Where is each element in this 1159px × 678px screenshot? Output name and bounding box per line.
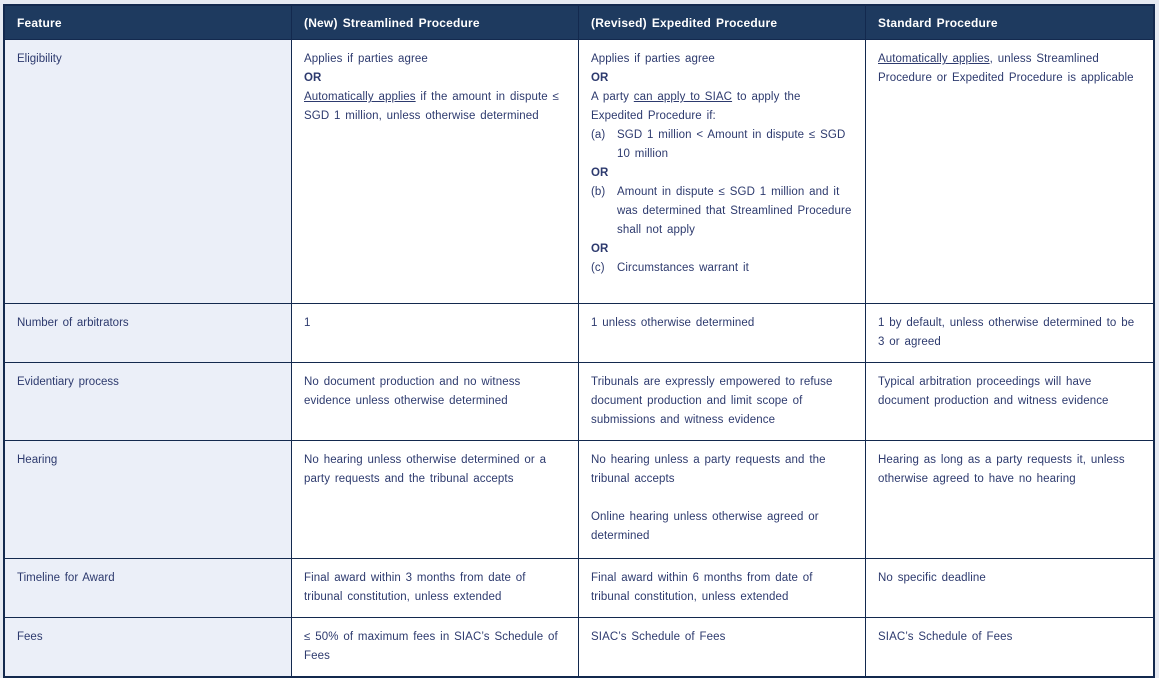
hearing-standard-procedure-cell [865, 441, 1153, 558]
column-header-feature: Feature [17, 15, 62, 30]
paragraph [878, 373, 1141, 411]
text-segment: A party [591, 91, 634, 103]
list-item-text [617, 126, 853, 164]
eligibility-streamlined-procedure-cell [291, 40, 578, 303]
fees-expedited-procedure-cell [578, 618, 865, 676]
paragraph [878, 314, 1141, 352]
text-segment: SIAC’s Schedule of Fees [878, 631, 1013, 643]
text-segment: No hearing unless otherwise determined or a party requests and the tribunal accepts [304, 454, 547, 485]
paragraph [878, 451, 1141, 489]
underlined-text: can apply to SIAC [633, 91, 733, 103]
text-segment: 1 by default, unless otherwise determined to be 3 or agreed [878, 317, 1135, 348]
text-segment: if the amount in dispute ≤ SGD 1 million, unless otherwise determined [304, 91, 559, 122]
table-body [5, 39, 1153, 676]
paragraph [304, 451, 566, 489]
paragraph [591, 69, 853, 88]
text-segment: 1 [304, 317, 311, 329]
number-of-arbitrators-streamlined-procedure-cell [291, 304, 578, 362]
number-of-arbitrators-expedited-procedure-cell [578, 304, 865, 362]
text-segment: Tribunals are expressly empowered to refuse document production and limit scope of submissions and witness evidence [591, 376, 833, 426]
list-item-label: (a) [591, 129, 606, 141]
underlined-text: Automatically applies [878, 53, 990, 65]
paragraph [304, 50, 566, 69]
text-segment: Amount in dispute ≤ SGD 1 million and it was determined that Streamlined Procedure shall not apply [617, 186, 852, 236]
paragraph [304, 314, 566, 333]
paragraph [591, 628, 853, 647]
paragraph [591, 508, 853, 546]
evidentiary-process-expedited-procedure-cell [578, 363, 865, 440]
list-item [591, 183, 853, 240]
feature-label: Evidentiary process [5, 363, 291, 440]
text-segment: Applies if parties agree [591, 53, 715, 65]
text-segment: , unless Streamlined Procedure or Expedited Procedure is applicable [878, 53, 1134, 84]
table-row-hearing [5, 440, 1153, 558]
eligibility-expedited-procedure-cell [578, 40, 865, 303]
text-segment: Hearing as long as a party requests it, unless otherwise agreed to have no hearing [878, 454, 1125, 485]
text-segment: Online hearing unless otherwise agreed or determined [591, 511, 819, 542]
underlined-text: Automatically applies [304, 91, 416, 103]
paragraph [591, 451, 853, 489]
paragraph [878, 628, 1141, 647]
table-row-timeline-for-award [5, 558, 1153, 617]
paragraph [304, 69, 566, 88]
paragraph [591, 373, 853, 430]
fees-streamlined-procedure-cell [291, 618, 578, 676]
timeline-for-award-expedited-procedure-cell [578, 559, 865, 617]
fees-standard-procedure-cell [865, 618, 1153, 676]
paragraph [591, 88, 853, 126]
paragraph [591, 164, 853, 183]
number-of-arbitrators-standard-procedure-cell [865, 304, 1153, 362]
bold-text: OR [591, 167, 609, 179]
paragraph [304, 628, 566, 666]
table-row-eligibility [5, 39, 1153, 303]
paragraph [878, 50, 1141, 88]
text-segment: Circumstances warrant it [617, 262, 749, 274]
text-segment: SGD 1 million < Amount in dispute ≤ SGD 10 million [617, 129, 846, 160]
feature-label: Eligibility [5, 40, 291, 303]
bold-text: OR [591, 72, 609, 84]
timeline-for-award-standard-procedure-cell [865, 559, 1153, 617]
evidentiary-process-standard-procedure-cell [865, 363, 1153, 440]
table-header-row [5, 6, 1153, 39]
text-segment: No specific deadline [878, 572, 986, 584]
timeline-for-award-streamlined-procedure-cell [291, 559, 578, 617]
table-row-fees [5, 617, 1153, 676]
bold-text: OR [591, 243, 609, 255]
column-header-standard-procedure: Standard Procedure [865, 6, 1153, 39]
bold-text: OR [304, 72, 322, 84]
paragraph [591, 569, 853, 607]
eligibility-standard-procedure-cell [865, 40, 1153, 303]
paragraph [591, 50, 853, 69]
paragraph [591, 314, 853, 333]
text-segment: Final award within 6 months from date of tribunal constitution, unless extended [591, 572, 813, 603]
list-item-label: (b) [591, 186, 606, 198]
paragraph [591, 240, 853, 259]
list-item [591, 259, 853, 278]
hearing-expedited-procedure-cell [578, 441, 865, 558]
table-row-evidentiary-process [5, 362, 1153, 440]
list-item-text [617, 183, 853, 240]
paragraph [304, 88, 566, 126]
paragraph [304, 569, 566, 607]
evidentiary-process-streamlined-procedure-cell [291, 363, 578, 440]
feature-label: Number of arbitrators [5, 304, 291, 362]
text-segment: No hearing unless a party requests and the tribunal accepts [591, 454, 826, 485]
text-segment: Typical arbitration proceedings will have document production and witness evidence [878, 376, 1109, 407]
hearing-streamlined-procedure-cell [291, 441, 578, 558]
feature-label: Timeline for Award [5, 559, 291, 617]
feature-label: Hearing [5, 441, 291, 558]
paragraph [304, 373, 566, 411]
text-segment: SIAC’s Schedule of Fees [591, 631, 726, 643]
text-segment: ≤ 50% of maximum fees in SIAC’s Schedule of Fees [304, 631, 558, 662]
blank-line [591, 489, 853, 508]
text-segment: Applies if parties agree [304, 53, 428, 65]
column-header-streamlined-procedure: (New) Streamlined Procedure [291, 6, 578, 39]
column-header-expedited-procedure: (Revised) Expedited Procedure [578, 6, 865, 39]
text-segment: No document production and no witness evidence unless otherwise determined [304, 376, 521, 407]
list-item-label: (c) [591, 262, 605, 274]
list-item-text [617, 259, 853, 278]
text-segment: 1 unless otherwise determined [591, 317, 755, 329]
list-item [591, 126, 853, 164]
comparison-table [3, 4, 1155, 678]
text-segment: to apply the Expedited Procedure if: [591, 91, 801, 122]
paragraph [878, 569, 1141, 588]
feature-label: Fees [5, 618, 291, 676]
text-segment: Final award within 3 months from date of tribunal constitution, unless extended [304, 572, 526, 603]
table-row-number-of-arbitrators [5, 303, 1153, 362]
